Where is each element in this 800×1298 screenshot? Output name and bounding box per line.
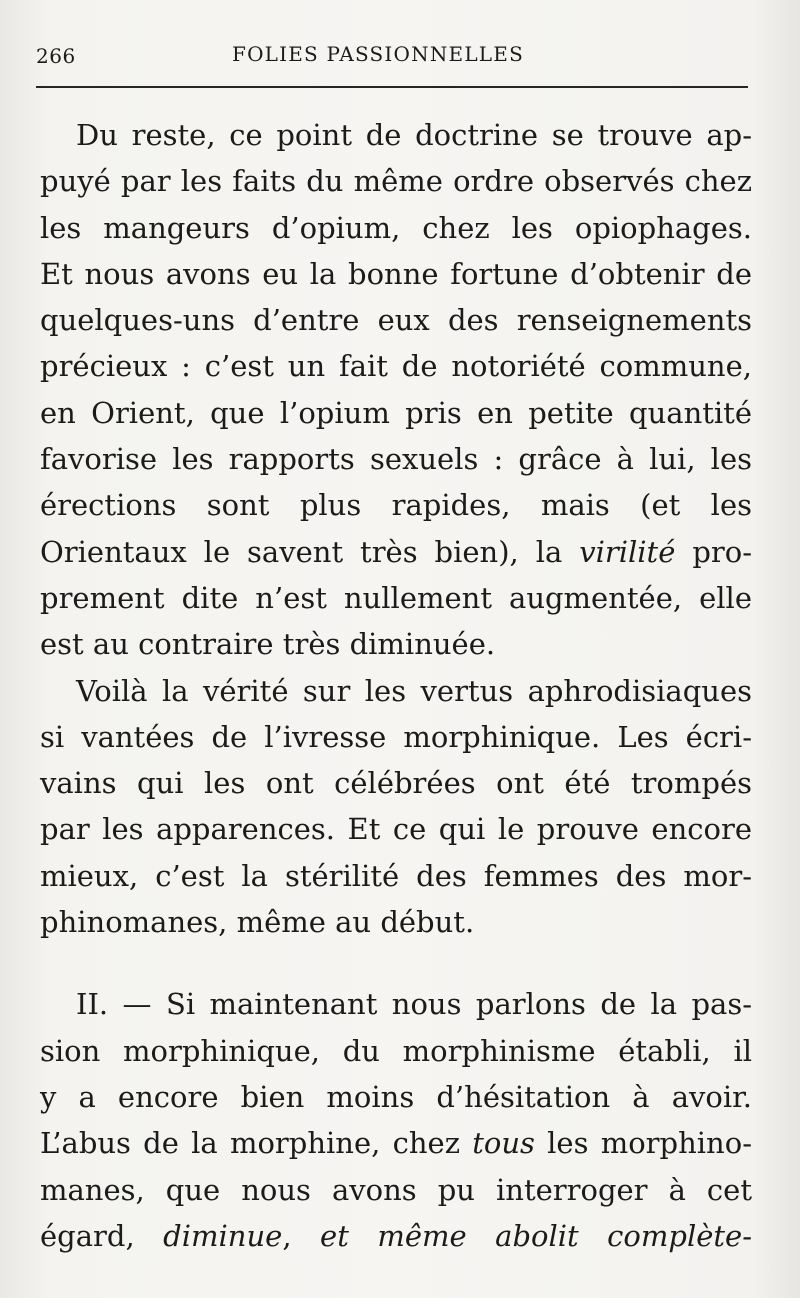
text-line: érections sont plus rapides, mais (et les xyxy=(40,488,752,523)
text-run: les morphino- xyxy=(534,1126,752,1161)
italic-text: tous xyxy=(472,1126,535,1161)
paragraph-2 xyxy=(40,668,752,946)
text-line: manes, que nous avons pu interroger à cet xyxy=(40,1172,752,1207)
text-line xyxy=(40,1120,752,1166)
text-line: en Orient, que l’opium pris en petite quantité xyxy=(40,395,752,430)
text-line: quelques-uns d’entre eux des renseignements xyxy=(40,303,752,338)
paragraph-3 xyxy=(40,981,752,1259)
text-line: mieux, c’est la stérilité des femmes des mor- xyxy=(40,858,752,893)
text-line: prement dite n’est nullement augmentée, elle xyxy=(40,580,752,615)
text-line: y a encore bien moins d’hésitation à avoir. xyxy=(40,1079,752,1114)
text-line: II. — Si maintenant nous parlons de la pas- xyxy=(76,987,752,1022)
text-run: L’abus de la morphine, chez xyxy=(40,1126,473,1161)
text-line: précieux : c’est un fait de notoriété commune, xyxy=(40,349,752,384)
text-line: Et nous avons eu la bonne fortune d’obtenir de xyxy=(40,256,752,291)
italic-text: et même abolit complète- xyxy=(320,1218,752,1253)
italic-text: diminue xyxy=(163,1218,283,1253)
text-line xyxy=(40,529,752,575)
body-text xyxy=(40,112,752,1259)
running-title: FOLIES PASSIONNELLES xyxy=(232,42,524,66)
text-line: par les apparences. Et ce qui le prouve encore xyxy=(40,812,752,847)
header-rule xyxy=(36,86,748,88)
paragraph-1 xyxy=(40,112,752,668)
text-line: favorise les rapports sexuels : grâce à lui, les xyxy=(40,442,752,477)
text-line: si vantées de l’ivresse morphinique. Les écri- xyxy=(40,719,752,754)
text-line xyxy=(40,1213,752,1259)
text-line: les mangeurs d’opium, chez les opiophages. xyxy=(40,210,752,245)
text-line: vains qui les ont célébrées ont été trompés xyxy=(40,766,752,801)
text-line: phinomanes, même au début. xyxy=(40,905,475,940)
text-line: puyé par les faits du même ordre observés chez xyxy=(40,164,752,199)
page-number: 266 xyxy=(36,44,76,68)
text-run: Orientaux le savent très bien), la xyxy=(40,534,580,569)
text-run: égard, xyxy=(40,1218,164,1253)
italic-text: virilité xyxy=(579,534,676,569)
text-run: pro- xyxy=(675,534,753,569)
text-line: sion morphinique, du morphinisme établi, il xyxy=(40,1033,752,1068)
running-head xyxy=(36,38,748,72)
section-gap xyxy=(40,945,752,981)
text-line: Du reste, ce point de doctrine se trouve ap- xyxy=(76,118,752,152)
text-run: , xyxy=(282,1218,321,1253)
text-line: est au contraire très diminuée. xyxy=(40,627,496,662)
text-line: Voilà la vérité sur les vertus aphrodisiaques xyxy=(76,673,752,708)
